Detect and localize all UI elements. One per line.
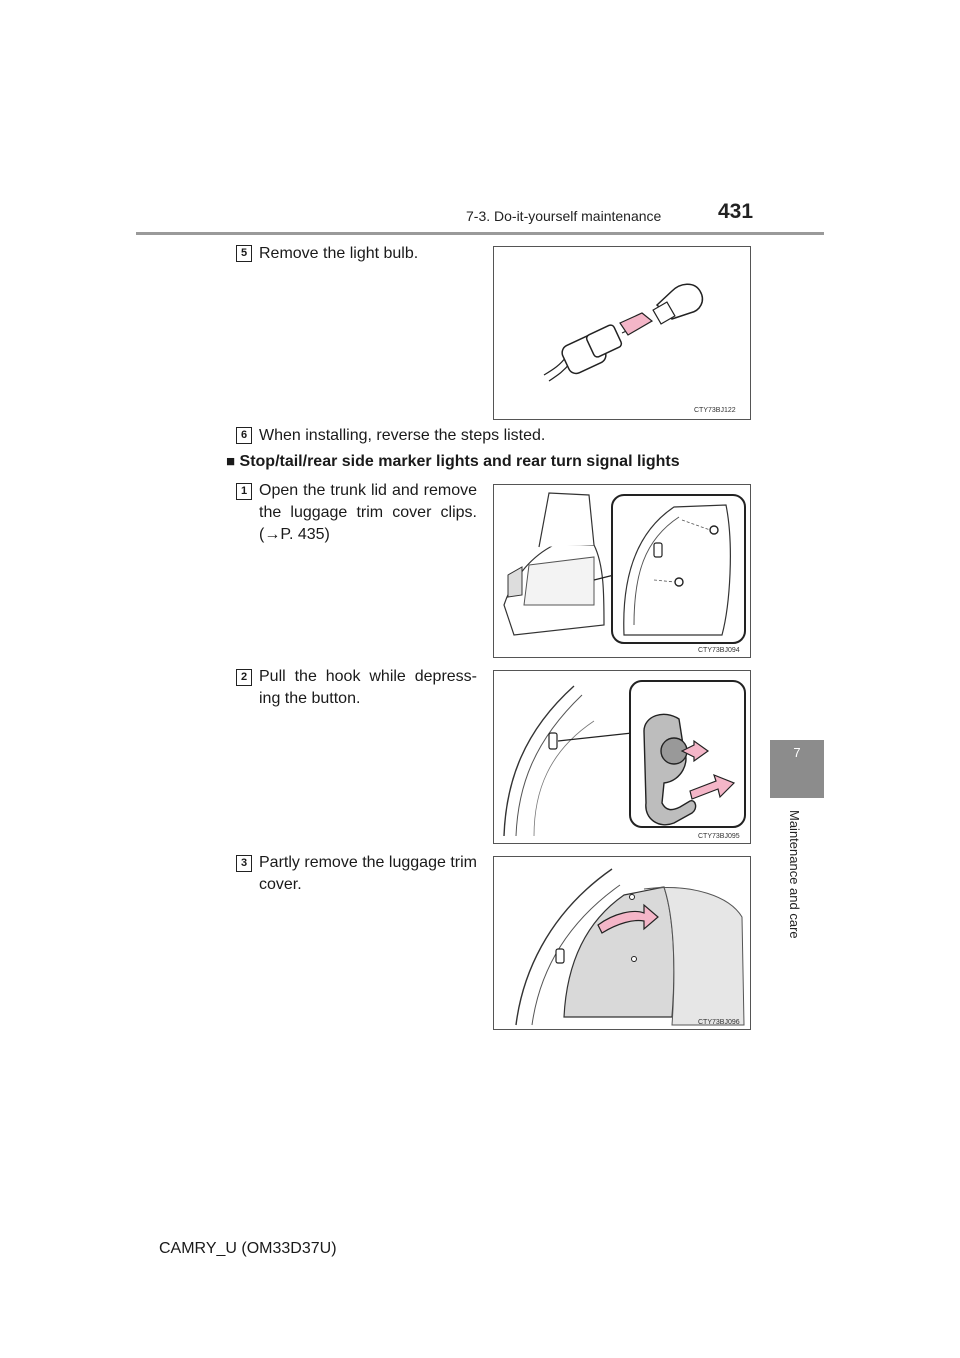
chapter-title: Maintenance and care [787, 810, 802, 939]
figure-hook-button [493, 670, 751, 844]
bulb-illustration [494, 247, 750, 419]
figure-trim-cover [493, 856, 751, 1030]
step-number-6: 6 [236, 427, 252, 444]
page-number: 431 [718, 200, 754, 223]
step-3-text: Partly remove the luggage trim cover. [259, 854, 477, 893]
section-title: 7-3. Do-it-yourself maintenance [466, 208, 662, 224]
trunk-illustration [494, 485, 750, 657]
heading-text: Stop/tail/rear side marker lights and rear turn signal lights [239, 453, 680, 470]
figure-code: CTY73BJ122 [694, 407, 736, 414]
figure-code: CTY73BJ096 [698, 1019, 740, 1026]
figure-code: CTY73BJ095 [698, 833, 740, 840]
subsection-heading [226, 453, 680, 471]
step-1-text: Open the trunk lid and remove the luggage trim cover clips. (→P. 435) [259, 482, 477, 543]
hook-illustration [494, 671, 750, 843]
step-number-1: 1 [236, 483, 252, 500]
chapter-number: 7 [793, 745, 801, 760]
step-6-text: When installing, reverse the steps listed. [259, 427, 546, 444]
figure-bulb-removal [493, 246, 751, 420]
step-number-2: 2 [236, 669, 252, 686]
step-2-text: Pull the hook while depress-ing the button. [259, 668, 477, 707]
step-number-3: 3 [236, 855, 252, 872]
step-5-text: Remove the light bulb. [259, 245, 419, 262]
header-divider [136, 232, 824, 235]
document-footer: CAMRY_U (OM33D37U) [159, 1240, 337, 1257]
figure-trunk-open [493, 484, 751, 658]
figure-code: CTY73BJ094 [698, 647, 740, 654]
heading-bullet: ■ [226, 453, 236, 470]
trim-cover-illustration [494, 857, 750, 1029]
chapter-title-vertical [786, 810, 806, 990]
step-number-5: 5 [236, 245, 252, 262]
